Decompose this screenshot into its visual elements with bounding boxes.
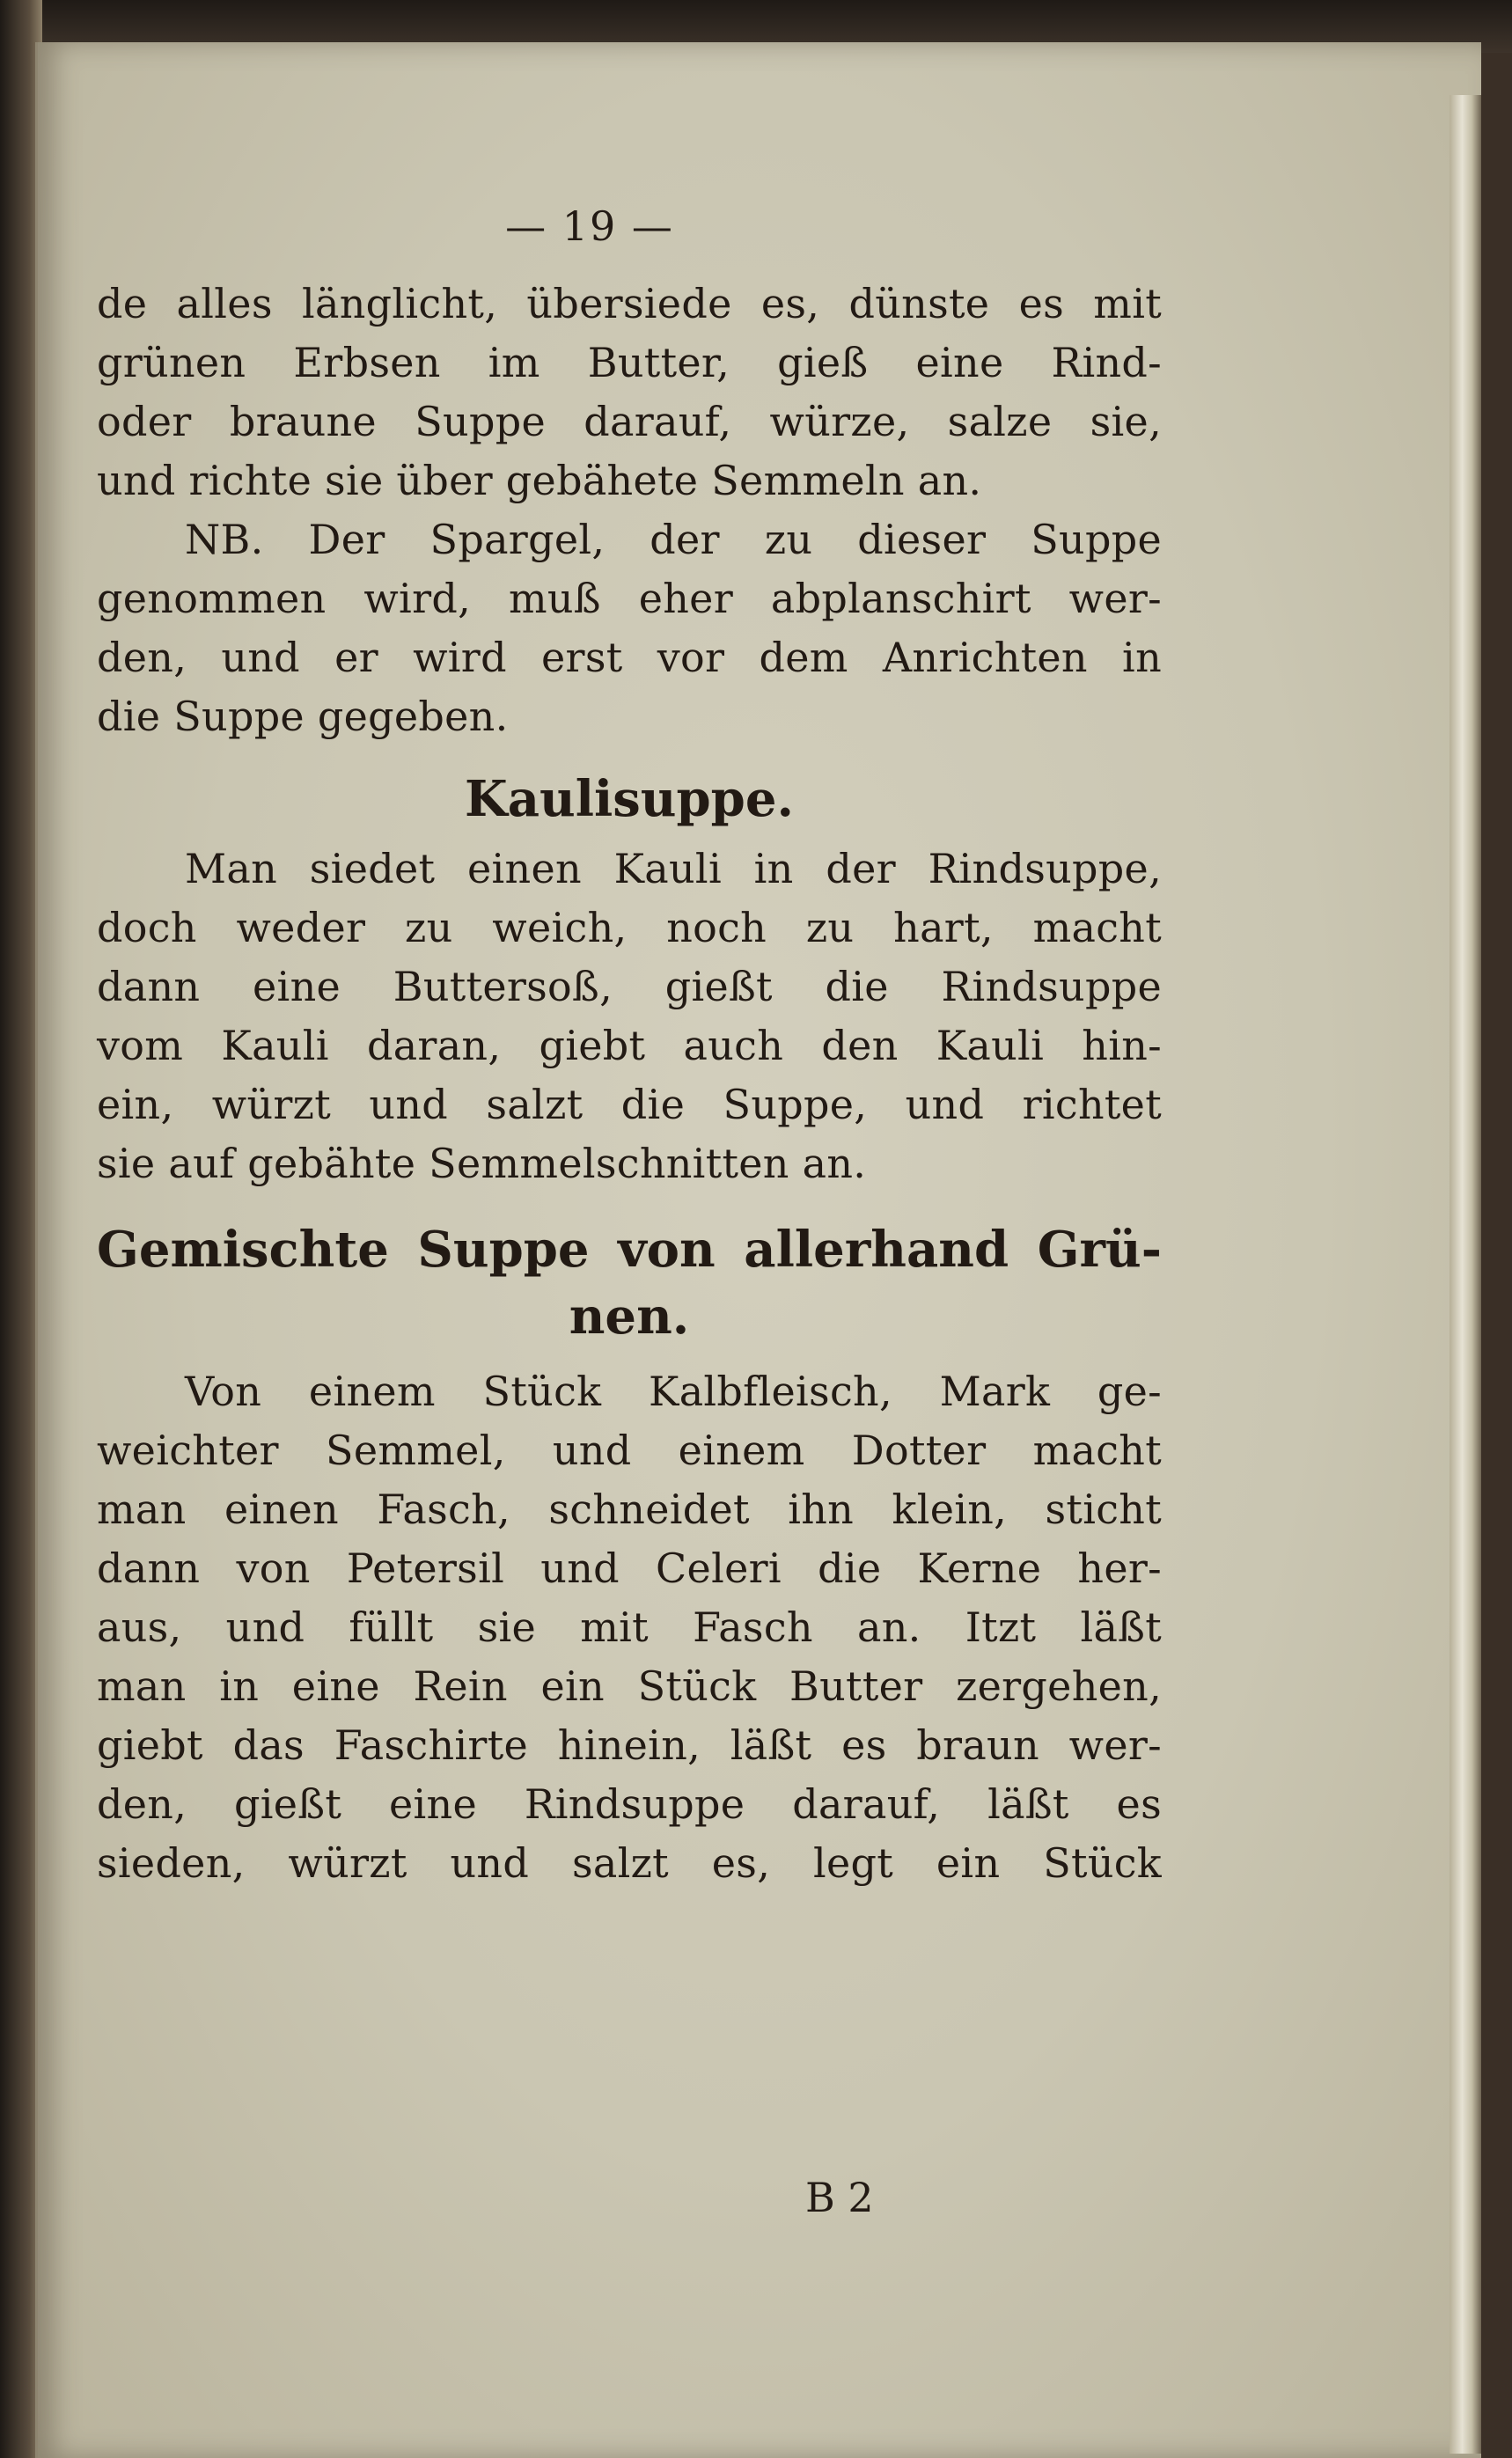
text-line: den, gießt eine Rindsuppe darauf, läßt es (97, 1780, 1162, 1828)
page-number: — 19 — (505, 202, 674, 250)
text-line: ein, würzt und salzt die Suppe, und richtet (97, 1081, 1162, 1128)
text-line: sie auf gebähte Semmelschnitten an. (97, 1140, 867, 1187)
heading-kaulisuppe: Kaulisuppe. (465, 770, 794, 828)
text-line: grünen Erbsen im Butter, gieß eine Rind- (97, 339, 1162, 386)
text-line: Man siedet einen Kauli in der Rindsuppe, (185, 845, 1162, 892)
text-line: Von einem Stück Kalbfleisch, Mark ge- (185, 1368, 1162, 1415)
text-line: und richte sie über gebähete Semmeln an. (97, 457, 982, 504)
text-line: den, und er wird erst vor dem Anrichten in (97, 634, 1162, 681)
text-line: de alles länglicht, übersiede es, dünste es mit (97, 280, 1162, 327)
text-line: aus, und füllt sie mit Fasch an. Itzt läßt (97, 1603, 1162, 1651)
text-line: weichter Semmel, und einem Dotter macht (97, 1427, 1162, 1474)
text-line: man in eine Rein ein Stück Butter zergehen, (97, 1662, 1162, 1710)
paragraph-gemischte-suppe (97, 1362, 1162, 1893)
text-line: dann eine Buttersoß, gießt die Rindsuppe (97, 963, 1162, 1010)
text-line: man einen Fasch, schneidet ihn klein, sticht (97, 1486, 1162, 1533)
text-line: genommen wird, muß eher abplanschirt wer- (97, 575, 1162, 622)
text-line: vom Kauli daran, giebt auch den Kauli hin- (97, 1022, 1162, 1069)
heading-gemischte-suppe: Gemischte Suppe von allerhand Grü- (97, 1221, 1162, 1279)
text-line: giebt das Faschirte hinein, läßt es braun wer- (97, 1721, 1162, 1769)
paragraph-kaulisuppe (97, 840, 1162, 1193)
paragraph-asparagus-end (97, 275, 1162, 510)
text-line: NB. Der Spargel, der zu dieser Suppe (185, 516, 1162, 563)
printer-signature: B 2 (805, 2174, 874, 2221)
page-edge (1450, 95, 1481, 2454)
text-line: doch weder zu weich, noch zu hart, macht (97, 904, 1162, 951)
paragraph-note (97, 510, 1162, 746)
text-line: die Suppe gegeben. (97, 693, 509, 740)
heading-gemischte-suppe-cont: nen. (569, 1288, 690, 1346)
text-line: dann von Petersil und Celeri die Kerne her- (97, 1545, 1162, 1592)
text-line: oder braune Suppe darauf, würze, salze sie, (97, 398, 1162, 445)
page-text (97, 202, 1162, 1893)
text-line: sieden, würzt und salzt es, legt ein Stück (97, 1839, 1162, 1887)
